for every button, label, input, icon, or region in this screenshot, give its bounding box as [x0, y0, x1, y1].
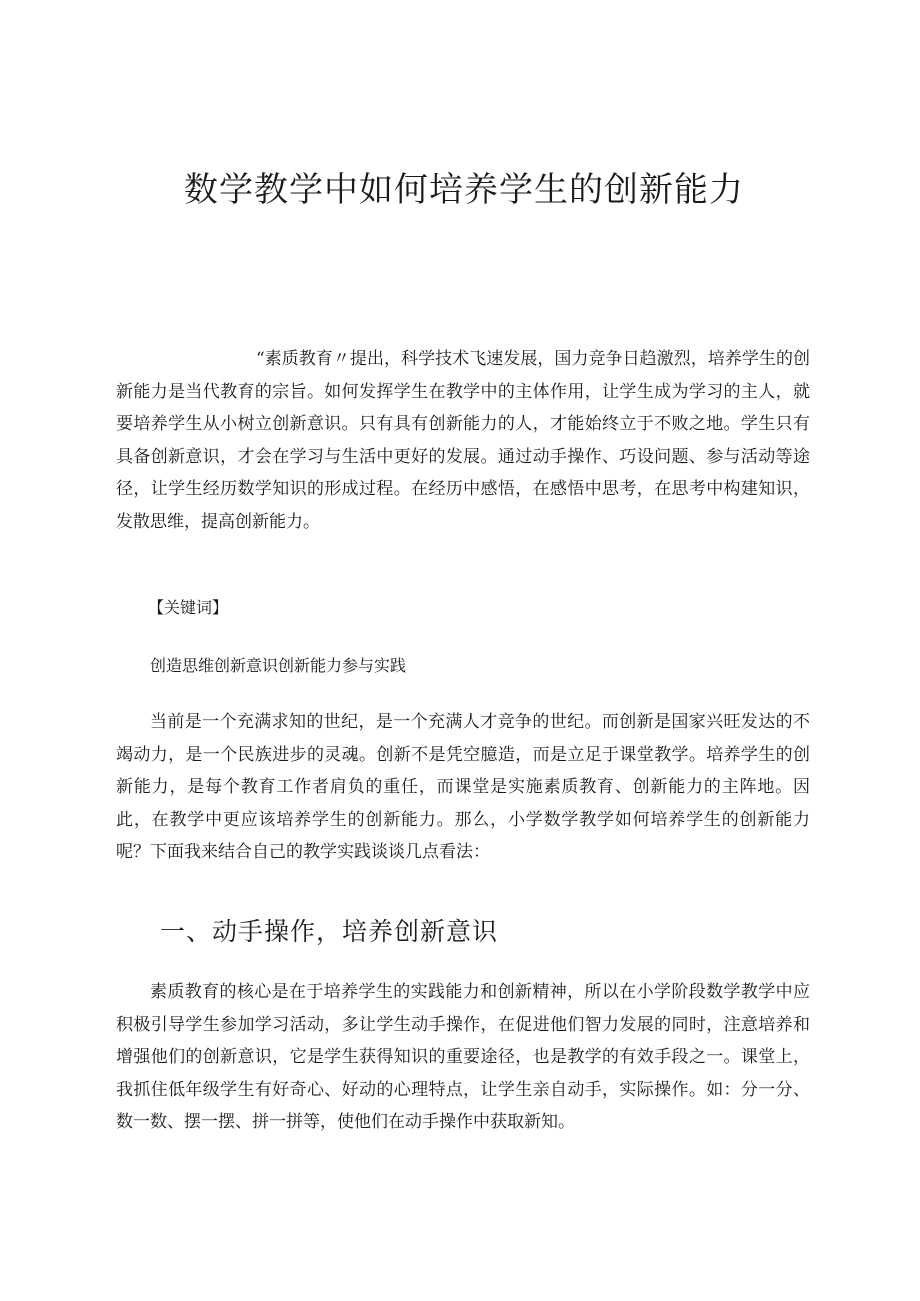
section-body-paragraph: 素质教育的核心是在于培养学生的实践能力和创新精神，所以在小学阶段数学教学中应积极引导学生参加学习活动，多让学生动手操作，在促进他们智力发展的同时，注意培养和增强他们的创新意识，它是学生获得知识的重要途径，也是教学的有效手段之一。课堂上，我抓住低年级学生有好奇心、好动的心理特点，让学生亲自动手，实际操作。如：分一分、数一数、摆一摆、拼一拼等，使他们在动手操作中获取新知。: [116, 982, 810, 1132]
keywords-text: 创造思维创新意识创新能力参与实践: [150, 656, 407, 675]
abstract-paragraph: “素质教育〃提出，科学技术飞速发展，国力竞争日趋激烈，培养学生的创新能力是当代教育的宗旨。如何发挥学生在教学中的主体作用，让学生成为学习的主人，就要培养学生从小树立创新意识。只有具有创新能力的人，才能始终立于不败之地。学生只有具备创新意识，才会在学习与生活中更好的发展。通过动手操作、巧设问题、参与活动等途径，让学生经历数学知识的形成过程。在经历中感悟，在感悟中思考，在思考中构建知识，发散思维，提高创新能力。: [116, 349, 810, 532]
keywords-label: 【关键词】: [148, 598, 229, 617]
document-title: 数学教学中如何培养学生的创新能力: [184, 170, 744, 210]
intro-paragraph: 当前是一个充满求知的世纪，是一个充满人才竞争的世纪。而创新是国家兴旺发达的不竭动力，是一个民族进步的灵魂。创新不是凭空臆造，而是立足于课堂教学。培养学生的创新能力，是每个教育工作者肩负的重任，而课堂是实施素质教育、创新能力的主阵地。因此，在教学中更应该培养学生的创新能力。那么，小学数学教学如何培养学生的创新能力呢？下面我来结合自己的教学实践谈谈几点看法：: [116, 712, 810, 862]
section-heading: 一、动手操作，培养创新意识: [160, 917, 499, 946]
